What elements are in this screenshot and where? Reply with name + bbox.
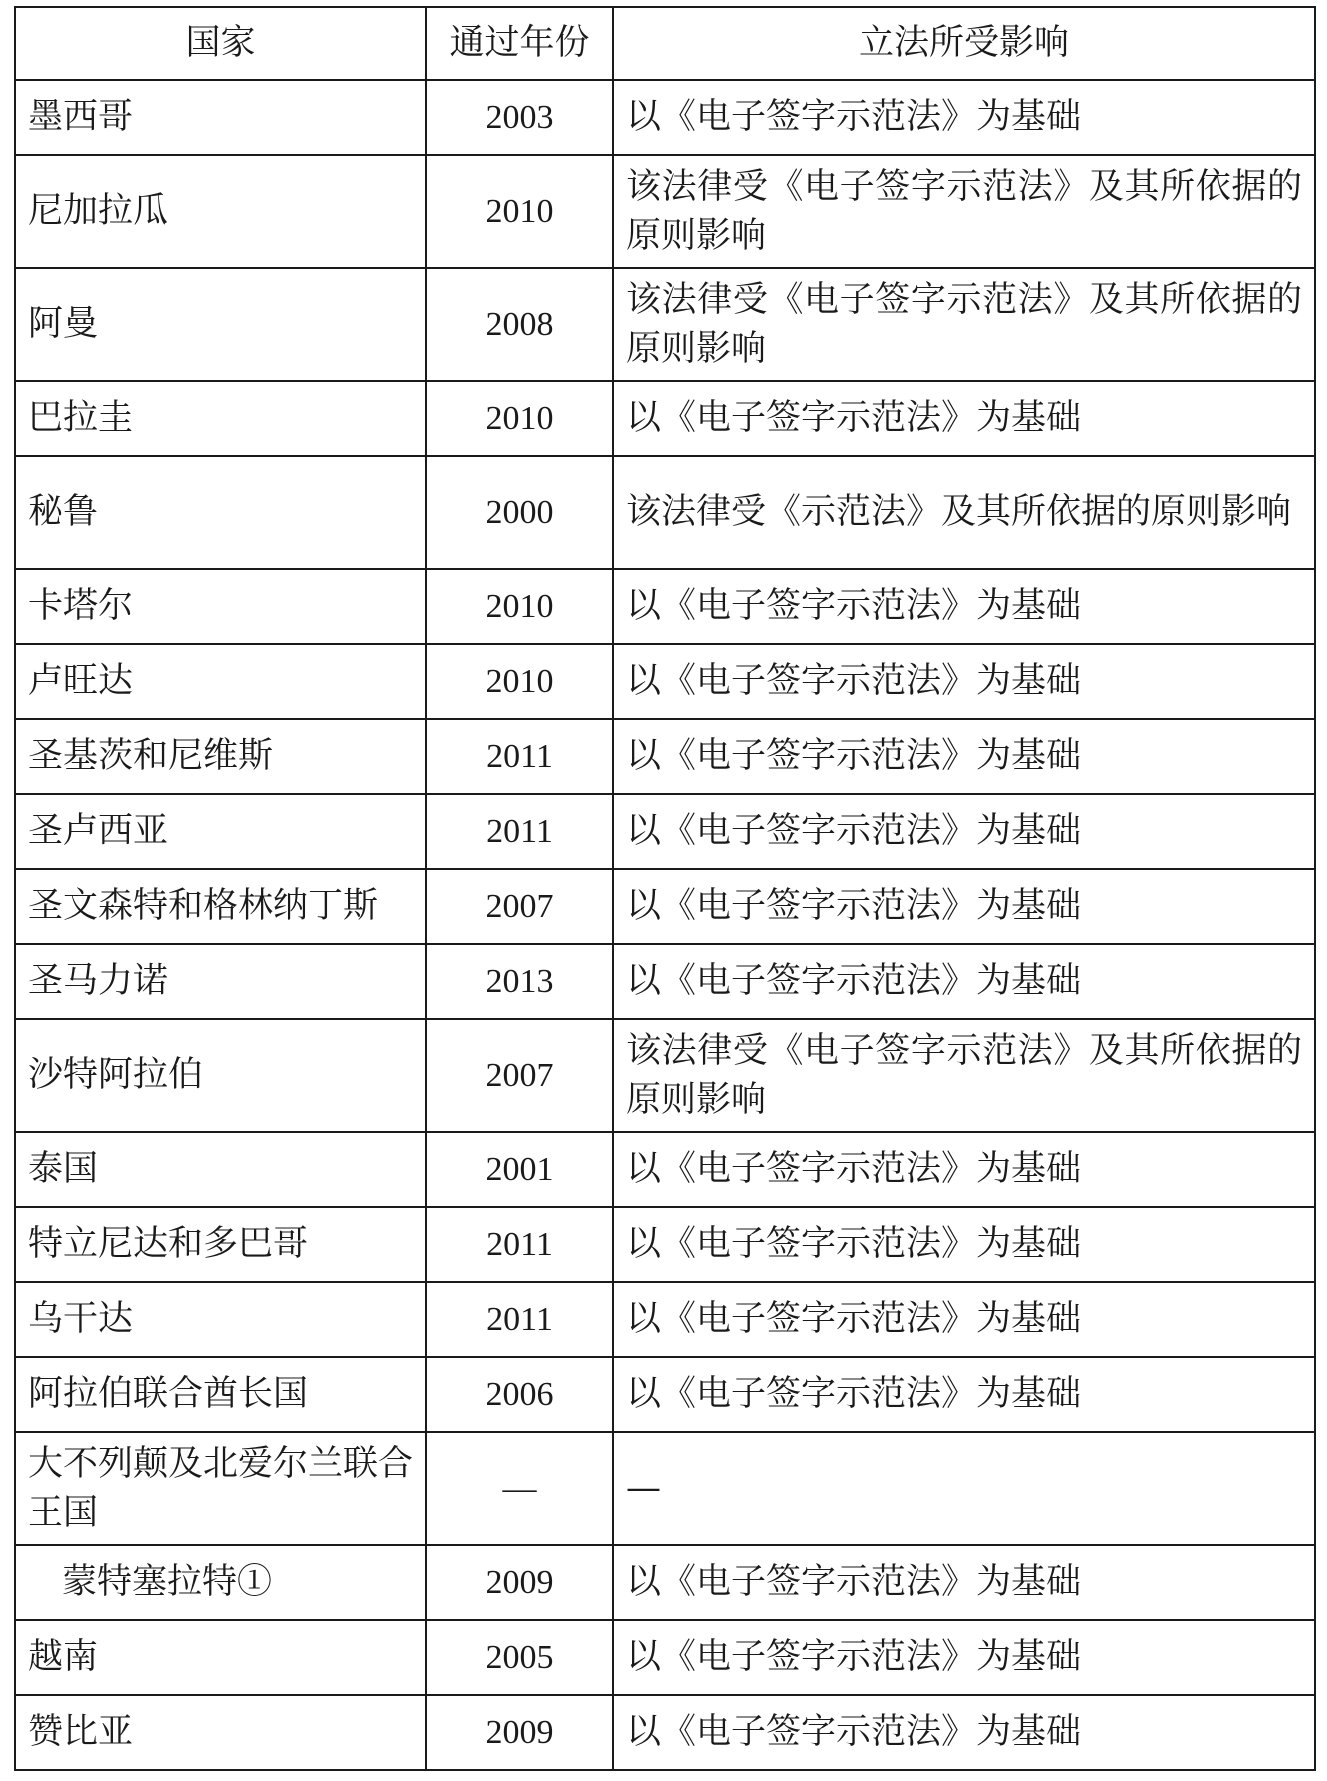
table-row bbox=[15, 1620, 1315, 1695]
table-row bbox=[15, 794, 1315, 869]
influence-cell: 以《电子签字示范法》为基础 bbox=[613, 1282, 1315, 1357]
table-row bbox=[15, 1357, 1315, 1432]
country-cell: 巴拉圭 bbox=[15, 381, 426, 456]
influence-cell: 以《电子签字示范法》为基础 bbox=[613, 569, 1315, 644]
country-cell: 乌干达 bbox=[15, 1282, 426, 1357]
year-cell: 2000 bbox=[426, 456, 613, 569]
header-influence: 立法所受影响 bbox=[613, 7, 1315, 80]
year-cell: 2011 bbox=[426, 719, 613, 794]
year-cell: 2011 bbox=[426, 1207, 613, 1282]
influence-cell: 该法律受《电子签字示范法》及其所依据的原则影响 bbox=[613, 155, 1315, 268]
table-row bbox=[15, 869, 1315, 944]
year-cell: 2007 bbox=[426, 869, 613, 944]
country-cell: 秘鲁 bbox=[15, 456, 426, 569]
influence-cell: 该法律受《示范法》及其所依据的原则影响 bbox=[613, 456, 1315, 569]
page bbox=[14, 6, 1314, 1771]
year-cell: — bbox=[426, 1432, 613, 1545]
year-cell: 2009 bbox=[426, 1545, 613, 1620]
influence-cell: 以《电子签字示范法》为基础 bbox=[613, 1620, 1315, 1695]
country-cell: 圣基茨和尼维斯 bbox=[15, 719, 426, 794]
table-row bbox=[15, 268, 1315, 381]
table-row bbox=[15, 1282, 1315, 1357]
influence-cell: 该法律受《电子签字示范法》及其所依据的原则影响 bbox=[613, 1019, 1315, 1132]
influence-cell: 以《电子签字示范法》为基础 bbox=[613, 1132, 1315, 1207]
country-cell: 赞比亚 bbox=[15, 1695, 426, 1770]
influence-cell: 以《电子签字示范法》为基础 bbox=[613, 944, 1315, 1019]
table-row bbox=[15, 1695, 1315, 1770]
influence-cell: 以《电子签字示范法》为基础 bbox=[613, 80, 1315, 155]
country-cell: 蒙特塞拉特① bbox=[15, 1545, 426, 1620]
country-cell: 卡塔尔 bbox=[15, 569, 426, 644]
country-cell: 泰国 bbox=[15, 1132, 426, 1207]
header-row bbox=[15, 7, 1315, 80]
table-row bbox=[15, 569, 1315, 644]
country-cell: 墨西哥 bbox=[15, 80, 426, 155]
year-cell: 2009 bbox=[426, 1695, 613, 1770]
year-cell: 2010 bbox=[426, 569, 613, 644]
influence-cell: 以《电子签字示范法》为基础 bbox=[613, 794, 1315, 869]
country-cell: 圣文森特和格林纳丁斯 bbox=[15, 869, 426, 944]
year-cell: 2010 bbox=[426, 381, 613, 456]
influence-cell: 以《电子签字示范法》为基础 bbox=[613, 381, 1315, 456]
year-cell: 2010 bbox=[426, 155, 613, 268]
table-row bbox=[15, 381, 1315, 456]
year-cell: 2011 bbox=[426, 794, 613, 869]
country-cell: 大不列颠及北爱尔兰联合王国 bbox=[15, 1432, 426, 1545]
year-cell: 2011 bbox=[426, 1282, 613, 1357]
influence-cell: 以《电子签字示范法》为基础 bbox=[613, 1357, 1315, 1432]
table-row bbox=[15, 155, 1315, 268]
influence-cell: 该法律受《电子签字示范法》及其所依据的原则影响 bbox=[613, 268, 1315, 381]
header-year: 通过年份 bbox=[426, 7, 613, 80]
table-row bbox=[15, 719, 1315, 794]
year-cell: 2003 bbox=[426, 80, 613, 155]
table-row bbox=[15, 944, 1315, 1019]
table-row bbox=[15, 1207, 1315, 1282]
table-row bbox=[15, 1132, 1315, 1207]
legislation-table bbox=[14, 6, 1316, 1771]
table-row bbox=[15, 1019, 1315, 1132]
country-cell: 圣马力诺 bbox=[15, 944, 426, 1019]
influence-cell: 以《电子签字示范法》为基础 bbox=[613, 644, 1315, 719]
influence-cell: 以《电子签字示范法》为基础 bbox=[613, 719, 1315, 794]
influence-cell: 以《电子签字示范法》为基础 bbox=[613, 869, 1315, 944]
table-row bbox=[15, 1432, 1315, 1545]
country-cell: 尼加拉瓜 bbox=[15, 155, 426, 268]
year-cell: 2008 bbox=[426, 268, 613, 381]
year-cell: 2006 bbox=[426, 1357, 613, 1432]
header-country: 国家 bbox=[15, 7, 426, 80]
year-cell: 2007 bbox=[426, 1019, 613, 1132]
table-row bbox=[15, 456, 1315, 569]
country-cell: 圣卢西亚 bbox=[15, 794, 426, 869]
country-cell: 沙特阿拉伯 bbox=[15, 1019, 426, 1132]
country-cell: 特立尼达和多巴哥 bbox=[15, 1207, 426, 1282]
year-cell: 2013 bbox=[426, 944, 613, 1019]
table-row bbox=[15, 80, 1315, 155]
year-cell: 2010 bbox=[426, 644, 613, 719]
influence-cell: — bbox=[613, 1432, 1315, 1545]
country-cell: 越南 bbox=[15, 1620, 426, 1695]
year-cell: 2001 bbox=[426, 1132, 613, 1207]
table-row bbox=[15, 644, 1315, 719]
table-row bbox=[15, 1545, 1315, 1620]
year-cell: 2005 bbox=[426, 1620, 613, 1695]
country-cell: 阿曼 bbox=[15, 268, 426, 381]
country-cell: 卢旺达 bbox=[15, 644, 426, 719]
influence-cell: 以《电子签字示范法》为基础 bbox=[613, 1207, 1315, 1282]
influence-cell: 以《电子签字示范法》为基础 bbox=[613, 1695, 1315, 1770]
influence-cell: 以《电子签字示范法》为基础 bbox=[613, 1545, 1315, 1620]
country-cell: 阿拉伯联合酋长国 bbox=[15, 1357, 426, 1432]
